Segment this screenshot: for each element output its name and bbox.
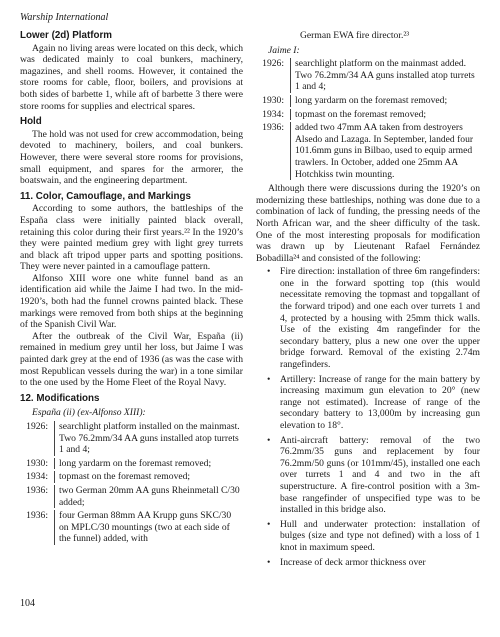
entry-year: 1934: xyxy=(262,108,284,120)
hold-paragraph: The hold was not used for crew accommodation, being devoted to machinery, boilers, and coal bunkers. However, there were several store rooms for provisions, small equipment, and spares for the armorer, the boatswain, and the engineering department. xyxy=(20,128,243,187)
page-number: 104 xyxy=(20,598,35,609)
list-item-text: Increase of deck armor thickness over xyxy=(280,556,426,568)
entry-text: long yardarm on the foremast removed; xyxy=(54,458,243,470)
lower-platform-paragraph: Again no living areas were located on this deck, which was dedicated mainly to coal bunkers, machinery, magazines, and shell rooms. However, it contained the store rooms for cable, floor, boilers, and provisions at both sides of barbette 1, while aft of barbette 3 there were store rooms for supplies and electrical spares. xyxy=(20,42,243,112)
entry-text: four German 88mm AA Krupp guns SKC/30 on MPLC/30 mountings (two at each side of the funnel) added, with xyxy=(54,510,243,545)
jaime-title: Jaime I: xyxy=(268,44,300,56)
jaime-entry xyxy=(256,109,480,121)
entry-text: long yardarm on the foremast removed; xyxy=(290,95,480,107)
espana-entry xyxy=(20,471,243,483)
color-heading: 11. Color, Camouflage, and Markings xyxy=(20,190,191,202)
proposal-paragraph: Although there were discussions during the 1920’s on modernizing these battleships, nothing was done due to a combination of lack of funding, the pressing needs of the North African war, and the sheer difficulty of the task. One of the most interesting proposals for modification was drawn up by Lieutenant Rafael Fernández Bobadilla²⁴ and consisted of the following: xyxy=(256,183,480,264)
entry-continuation: German EWA fire director.²³ xyxy=(300,30,410,41)
left-column xyxy=(20,30,243,547)
espana-entry xyxy=(20,485,243,508)
espana-entry xyxy=(20,421,243,456)
lower-platform-heading: Lower (2d) Platform xyxy=(20,30,112,41)
entry-year: 1936: xyxy=(26,510,48,522)
espana-entry xyxy=(20,510,243,545)
entry-text: two German 20mm AA guns Rheinmetall C/30 added; xyxy=(54,485,243,508)
list-item xyxy=(256,519,480,554)
color-paragraph-1: According to some authors, the battleships of the España class were initially painted black overall, retaining this color during their first years.²² In the 1920’s they were painted medium grey with light grey turrets and black aft tripod upper parts and spotting positions. They were never painted in a camouflage pattern. xyxy=(20,203,243,273)
list-item-text: Anti-aircraft battery: removal of the two 76.2mm/35 guns and replacement by four 76.2mm/50 guns (or 101mm/45), installed one each over turrets 1 and 4 and two in the aft superstructure. A fire-control position with a 3m-base rangefinder of unspecified type was to be installed in this bridge also. xyxy=(280,434,480,516)
modifications-heading: 12. Modifications xyxy=(20,392,100,404)
list-item xyxy=(256,435,480,516)
list-item-text: Fire direction: installation of three 6m rangefinders: one in the forward spotting top (this would necessitate removing the topmast and topgallant of the forward tripod) and one each over turrets 1 and 4, protected by a housing with 25mm thick walls. Use of the existing 4m rangefinder for the secondary battery, plus a new one over the upper bridge forward. Removal of the existing 2.74m rangefinders. xyxy=(280,266,480,371)
entry-year: 1926: xyxy=(26,421,48,432)
running-head: Warship International xyxy=(20,12,109,23)
list-item xyxy=(256,374,480,432)
list-item xyxy=(256,266,480,370)
bullet-icon: • xyxy=(267,373,271,385)
entry-year: 1934: xyxy=(26,471,48,483)
list-item xyxy=(256,557,480,569)
hold-heading: Hold xyxy=(20,116,42,128)
entry-text: topmast on the foremast removed; xyxy=(54,471,243,483)
entry-year: 1926: xyxy=(262,58,284,70)
entry-year: 1936: xyxy=(262,122,284,134)
entry-text: added two 47mm AA taken from destroyers Alsedo and Lazaga. In September, landed four 101.6mm guns in Bilbao, used to equip armed trawlers. In October, added one 25mm AA Hotchkiss twin mounting. xyxy=(290,122,480,180)
bullet-icon: • xyxy=(267,266,271,278)
entry-year: 1936: xyxy=(26,484,48,496)
entry-text: searchlight platform installed on the mainmast. Two 76.2mm/34 AA guns installed atop turrets 1 and 4; xyxy=(54,421,243,456)
bullet-icon: • xyxy=(267,556,271,568)
espana-entry xyxy=(20,458,243,470)
right-column xyxy=(256,30,480,571)
jaime-entry xyxy=(256,122,480,180)
color-paragraph-2: Alfonso XIII wore one white funnel band as an identification aid while the Jaime I had two. In the mid-1920’s, both had the funnel crowns painted black. These markings were removed from both ships at the beginning of the Spanish Civil War. xyxy=(20,272,243,331)
bullet-icon: • xyxy=(267,518,271,530)
entry-year: 1930: xyxy=(26,457,48,469)
list-item-text: Hull and underwater protection: installation of bulges (size and type not defined) with a loss of 1 knot in maximum speed. xyxy=(280,518,480,553)
espana-title: España (ii) (ex-Alfonso XIII): xyxy=(32,407,146,419)
entry-text: searchlight platform on the mainmast added. Two 76.2mm/34 AA guns installed atop turrets 1 and 4; xyxy=(290,58,480,93)
jaime-entry xyxy=(256,95,480,107)
proposal-list xyxy=(256,266,480,568)
entry-text: topmast on the foremast removed; xyxy=(290,109,480,121)
entry-year: 1930: xyxy=(262,94,284,106)
bullet-icon: • xyxy=(267,434,271,446)
jaime-entry xyxy=(256,58,480,93)
color-paragraph-3: After the outbreak of the Civil War, España (ii) remained in medium grey until her loss, but Jaime I was painted dark grey at the end of 1936 (as was the case with most Republican vessels during the war) in a tone similar to the one used by the Home Fleet of the Royal Navy. xyxy=(20,330,243,389)
list-item-text: Artillery: Increase of range for the main battery by increasing maximum gun elevation to 20° (new range not estimated). Increase of range of the secondary battery to 13,000m by increasing gun elevation to 18°. xyxy=(280,373,480,431)
